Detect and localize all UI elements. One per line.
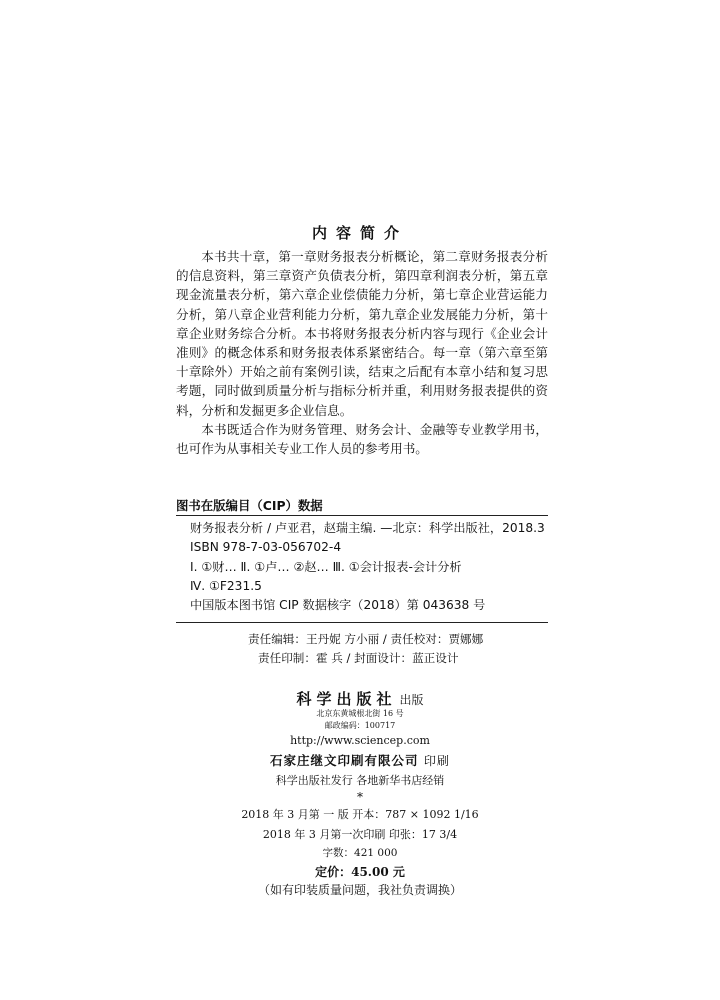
cip-bottom-rule xyxy=(176,622,548,623)
cip-block xyxy=(176,519,556,615)
cip-line-bibliographic: 财务报表分析 / 卢亚君，赵瑞主编. —北京：科学出版社，2018.3 xyxy=(190,521,545,535)
print-cover-text: 责任印制：霍 兵 / 封面设计：蓝正设计 xyxy=(258,651,459,665)
publisher-name: 科学出版社 xyxy=(296,690,397,708)
publisher-url: http://www.sciencep.com xyxy=(290,734,430,747)
cip-top-rule xyxy=(176,515,548,516)
impression-line: 2018 年 3 月第一次印刷 印张：17 3/4 xyxy=(262,828,458,841)
cip-line-index: Ⅰ. ①财… Ⅱ. ①卢… ②赵… Ⅲ. ①会计报表-会计分析 xyxy=(190,559,462,574)
edition-line: 2018 年 3 月第 一 版 开本：787 × 1092 1/16 xyxy=(241,808,479,821)
price: 定价：45.00 元 xyxy=(315,865,405,879)
abstract-paragraph-1: 本书共十章，第一章财务报表分析概论，第二章财务报表分析的信息资料，第三章资产负债表分析，第四章利润表分析，第五章现金流量表分析，第六章企业偿债能力分析，第七章企业营运能力分析，第八章企业营利能力分析，第九章企业发展能力分析，第十章企业财务综合分析。本书将财务报表分析内容与现行《企业会计准则》的概念体系和财务报表体系紧密结合。每一章（第六章至第十章除外）开始之前有案例引读，结束之后配有本章小结和复习思考题，同时做到质量分析与指标分析并重，利用财务报表提供的资料，分析和发掘更多企业信息。 xyxy=(176,249,548,418)
distribution-line: 科学出版社发行 各地新华书店经销 xyxy=(275,774,445,787)
publisher-address: 北京东黄城根北街 16 号 xyxy=(316,709,404,718)
quality-note: （如有印装质量问题，我社负责调换） xyxy=(257,883,462,897)
cip-line-isbn: ISBN 978-7-03-056702-4 xyxy=(190,540,342,555)
cip-line-classification: Ⅳ. ①F231.5 xyxy=(190,578,262,593)
editors-text: 责任编辑：王丹妮 方小丽 / 责任校对：贾娜娜 xyxy=(248,632,484,646)
page-title: 内容简介 xyxy=(311,224,408,242)
abstract-paragraph-2: 本书既适合作为财务管理、财务会计、金融等专业教学用书，也可作为从事相关专业工作人员的参考用书。 xyxy=(176,421,548,457)
publisher-line xyxy=(0,688,720,709)
staff-print-cover xyxy=(0,650,720,666)
publisher-zipcode: 邮政编码：100717 xyxy=(324,721,396,730)
cip-line-record-number: 中国版本图书馆 CIP 数据核字（2018）第 043638 号 xyxy=(190,598,486,613)
staff-editors xyxy=(0,631,720,647)
word-count: 字数：421 000 xyxy=(322,847,398,859)
printer-name: 石家庄继文印刷有限公司 xyxy=(270,753,419,768)
printer-suffix: 印刷 xyxy=(423,754,450,768)
cip-heading: 图书在版编目（CIP）数据 xyxy=(176,498,323,513)
abstract-section xyxy=(176,247,548,458)
printer-line xyxy=(0,751,720,769)
separator-star: * xyxy=(357,790,363,804)
publisher-suffix: 出版 xyxy=(399,693,424,707)
